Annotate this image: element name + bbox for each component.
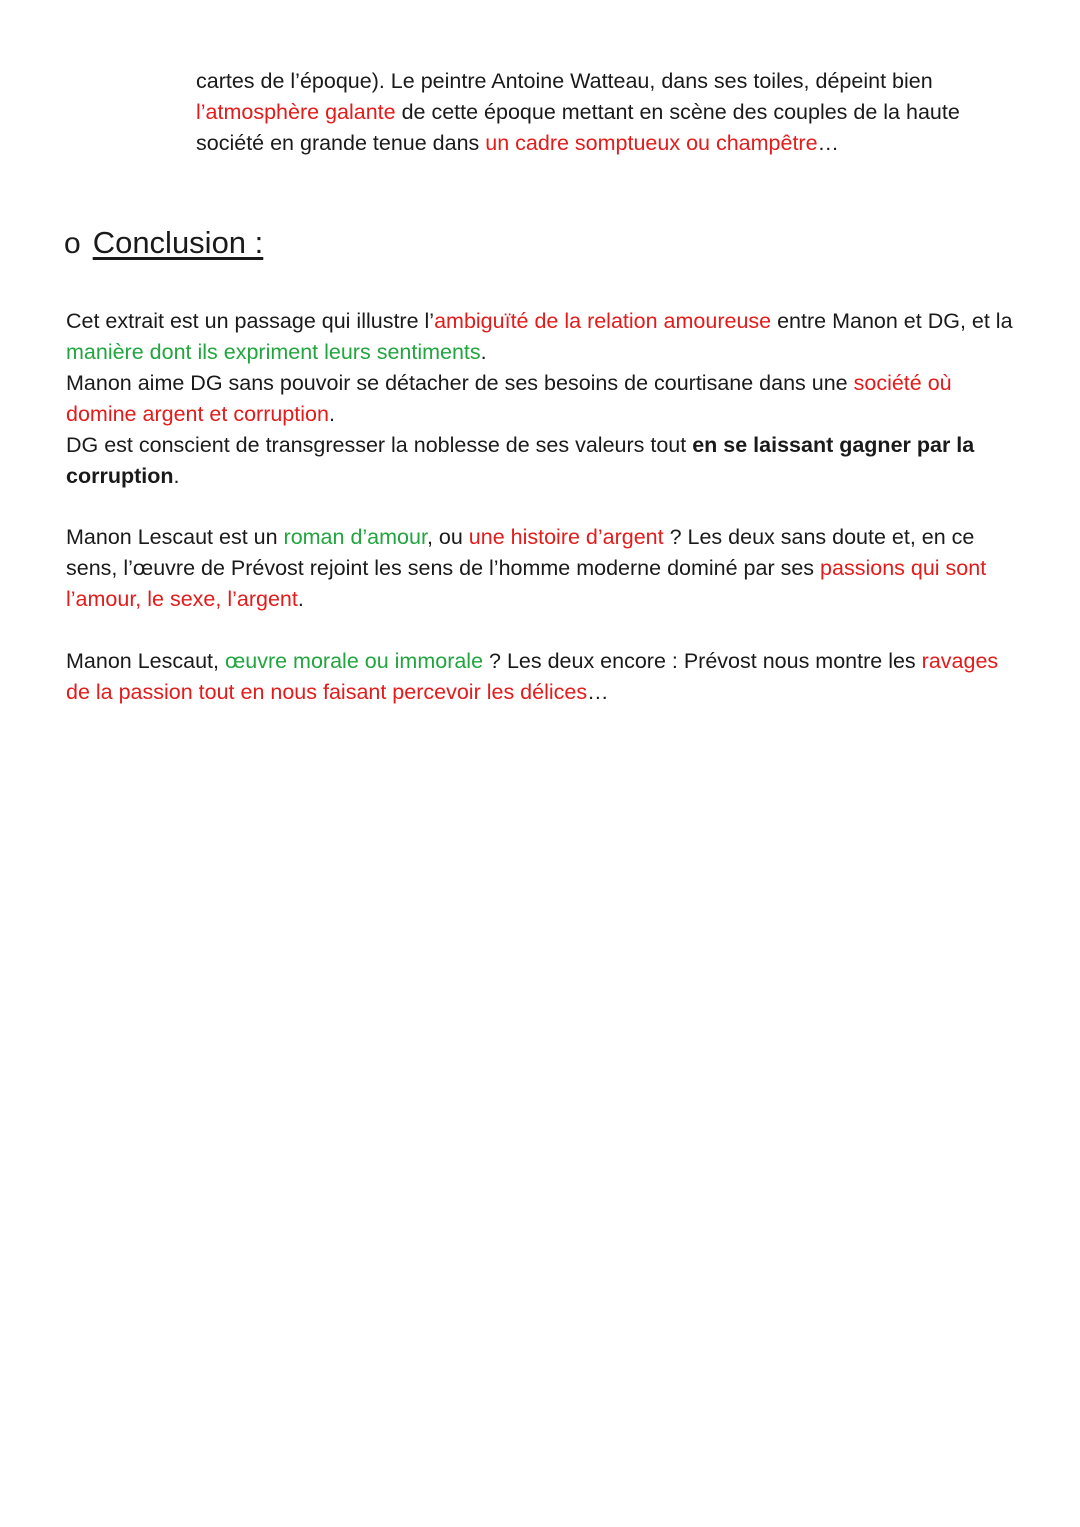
p1-text-k: . bbox=[173, 464, 180, 488]
intro-paragraph bbox=[196, 66, 1026, 159]
conclusion-title: Conclusion : bbox=[92, 225, 264, 260]
p1-text-e: . bbox=[480, 340, 487, 364]
intro-ellipsis: … bbox=[817, 131, 840, 155]
conclusion-paragraph-1 bbox=[66, 306, 1026, 492]
p1-text-i: DG est conscient de transgresser la noblesse de ses valeurs tout bbox=[66, 433, 693, 457]
p1-bold-corruption: en se laissant gagner par la corruption bbox=[66, 433, 975, 488]
intro-text-2: de cette époque mettant en scène des couples de la haute société en grande tenue dans bbox=[196, 100, 960, 155]
intro-highlight-atmosphere: l’atmosphère galante bbox=[196, 100, 396, 124]
p2-highlight-histoire: une histoire d’argent bbox=[468, 525, 664, 549]
p2-text-g: . bbox=[297, 587, 304, 611]
p2-text-a: Manon Lescaut est un bbox=[66, 525, 284, 549]
p3-highlight-ravages: ravages de la passion tout en nous faisant percevoir les délices bbox=[66, 649, 999, 704]
p1-text-h: . bbox=[328, 402, 335, 426]
p2-text-e: ? Les deux sans doute et, en ce sens, l’œuvre de Prévost rejoint les sens de l’homme moderne dominé par ses bbox=[66, 525, 975, 580]
p1-text-c: entre Manon et DG, et la bbox=[771, 309, 1013, 333]
p2-text-c: , ou bbox=[426, 525, 469, 549]
p1-highlight-societe: société où domine argent et corruption bbox=[66, 371, 952, 426]
bullet-icon: o bbox=[64, 227, 81, 260]
p2-highlight-passions: passions qui sont l’amour, le sexe, l’argent bbox=[66, 556, 987, 611]
p1-highlight-maniere: manière dont ils expriment leurs sentiments bbox=[66, 340, 481, 364]
p3-text-e: … bbox=[587, 680, 609, 704]
intro-highlight-cadre: un cadre somptueux ou champêtre bbox=[485, 131, 818, 155]
p3-text-a: Manon Lescaut, bbox=[66, 649, 225, 673]
p3-text-c: ? Les deux encore : Prévost nous montre les bbox=[483, 649, 922, 673]
p1-highlight-ambiguite: ambiguïté de la relation amoureuse bbox=[434, 309, 772, 333]
conclusion-heading bbox=[64, 222, 263, 265]
conclusion-paragraph-2 bbox=[66, 522, 1026, 615]
intro-text-1: cartes de l’époque). Le peintre Antoine Watteau, dans ses toiles, dépeint bien bbox=[196, 69, 933, 93]
conclusion-paragraph-3 bbox=[66, 646, 1026, 708]
p2-highlight-roman: roman d’amour bbox=[283, 525, 427, 549]
p1-text-a: Cet extrait est un passage qui illustre l’ bbox=[66, 309, 435, 333]
p1-text-f: Manon aime DG sans pouvoir se détacher de ses besoins de courtisane dans une bbox=[66, 371, 854, 395]
p3-highlight-oeuvre: œuvre morale ou immorale bbox=[224, 649, 484, 673]
